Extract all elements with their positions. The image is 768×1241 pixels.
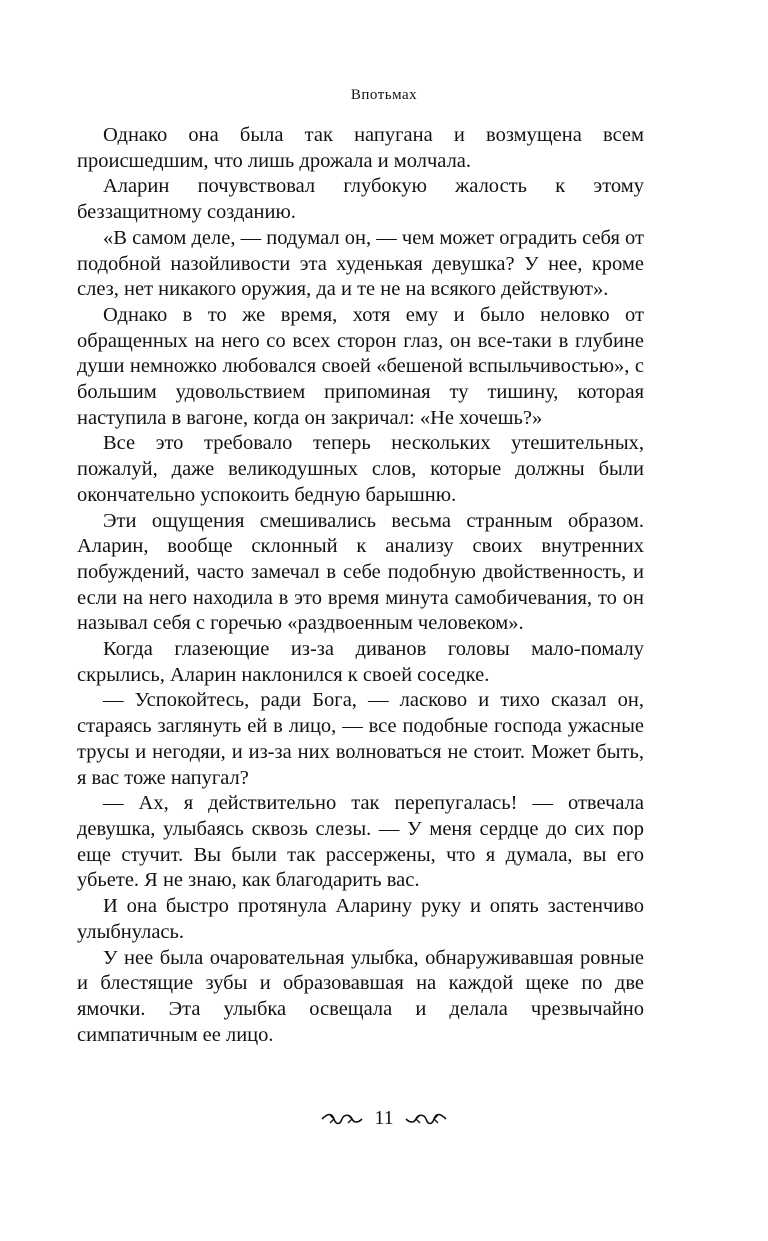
body-text [77, 123, 644, 1048]
paragraph-11: У нее была очаровательная улыбка, обнаруживавшая ровные и блестящие зубы и образовавшая на каждой щеке по две ямочки. Эта улыбка освещала и делала чрезвычайно симпатичным ее лицо. [77, 946, 644, 1046]
scroll-flourish-right-icon [404, 1111, 448, 1127]
paragraph-9: — Ах, я действительно так перепугалась! — отвечала девушка, улыбаясь сквозь слезы. — У меня сердце до сих пор еще стучит. Вы были так рассержены, что я думала, вы его убьете. Я не знаю, как благодарить вас. [77, 792, 644, 892]
running-head: Впотьмах [350, 87, 418, 103]
scroll-flourish-left-icon [320, 1111, 364, 1127]
paragraph-10: И она быстро протянула Аларину руку и опять застенчиво улыбнулась. [77, 895, 644, 943]
paragraph-8: — Успокойтесь, ради Бога, — ласково и тихо сказал он, стараясь заглянуть ей в лицо, — все подобные господа ужасные трусы и негодяи, и из-за них волноваться не стоит. Может быть, я вас тоже напугал? [77, 689, 644, 789]
paragraph-6: Эти ощущения смешивались весьма странным образом. Аларин, вообще склонный к анализу своих внутренних побуждений, часто замечал в себе подобную двойственность, и если на него находила в это время минута самобичевания, то он называл себя с горечью «раздвоенным человеком». [77, 509, 644, 635]
paragraph-4: Однако в то же время, хотя ему и было неловко от обращенных на него со всех сторон глаз, он все-таки в глубине души немножко любовался своей «бешеной вспыльчивостью», с большим удовольствием припоминая ту тишину, которая наступила в вагоне, когда он закричал: «Не хочешь?» [77, 303, 644, 429]
paragraph-7: Когда глазеющие из-за диванов головы мало-помалу скрылись, Аларин наклонился к своей соседке. [77, 638, 644, 686]
paragraph-1: Однако она была так напугана и возмущена всем происшедшим, что лишь дрожала и молчала. [77, 124, 644, 172]
paragraph-2: Аларин почувствовал глубокую жалость к этому беззащитному созданию. [77, 175, 644, 224]
page-number: 11 [374, 1107, 394, 1129]
paragraph-5: Все это требовало теперь нескольких утешительных, пожалуй, даже великодушных слов, которые должны были окончательно успокоить бедную барышню. [77, 432, 644, 506]
page-footer [0, 1107, 768, 1130]
paragraph-3: «В самом деле, — подумал он, — чем может оградить себя от подобной назойливости эта худенькая девушка? У нее, кроме слез, нет никакого оружия, да и те не на всякого действуют». [77, 226, 644, 301]
